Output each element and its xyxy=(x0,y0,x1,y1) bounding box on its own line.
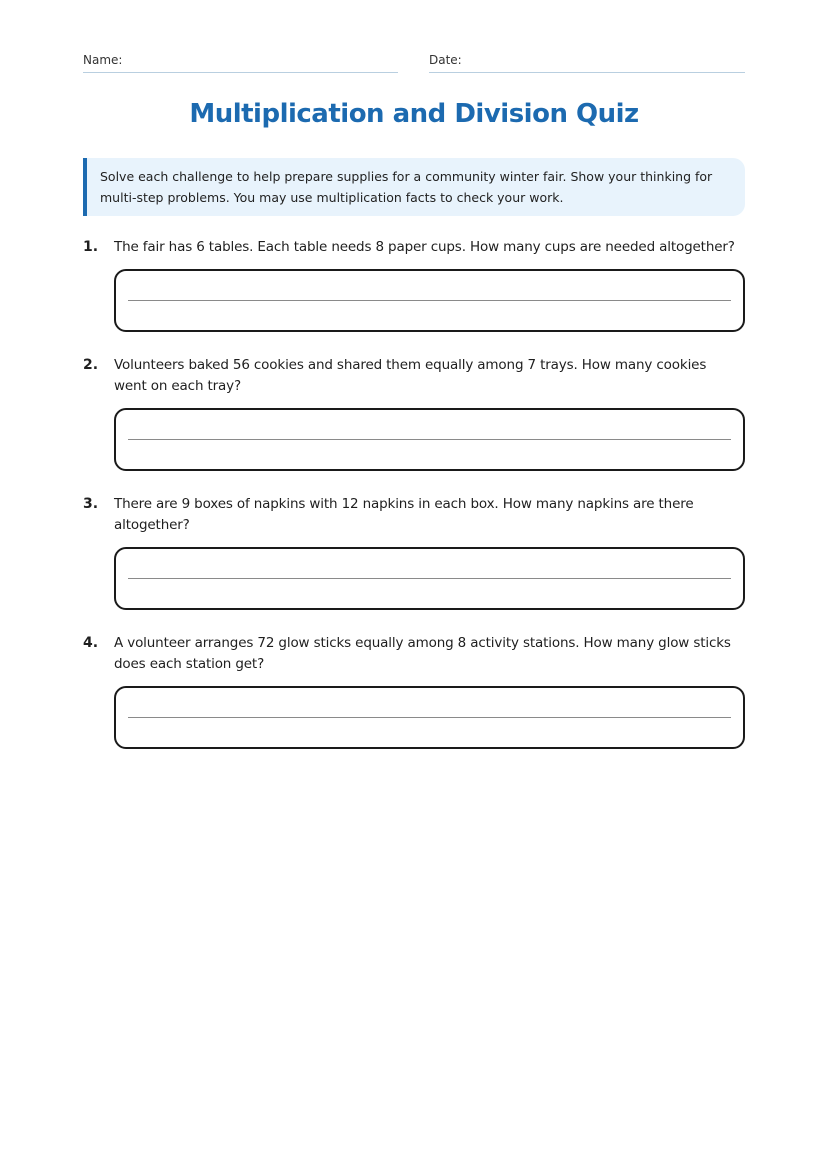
question-number: 1. xyxy=(83,239,99,255)
answer-box-4[interactable] xyxy=(114,686,745,749)
answer-box-3[interactable] xyxy=(114,547,745,610)
instructions-box: Solve each challenge to help prepare supplies for a community winter fair. Show your thinking for multi-step problems. You may use multiplication facts to check your work. xyxy=(83,158,745,216)
question-number: 3. xyxy=(83,496,99,512)
question-number: 4. xyxy=(83,635,99,651)
question-text: A volunteer arranges 72 glow sticks equally among 8 activity stations. How many glow sticks does each station get? xyxy=(114,635,731,672)
answer-line xyxy=(128,578,731,579)
answer-box-2[interactable] xyxy=(114,408,745,471)
date-field[interactable] xyxy=(429,52,745,73)
question-number: 2. xyxy=(83,357,99,373)
question-text: Volunteers baked 56 cookies and shared them equally among 7 trays. How many cookies went on each tray? xyxy=(114,357,707,394)
answer-box-1[interactable] xyxy=(114,269,745,332)
question-text: There are 9 boxes of napkins with 12 napkins in each box. How many napkins are there altogether? xyxy=(114,496,694,533)
question-1 xyxy=(83,237,745,337)
page-title: Multiplication and Division Quiz xyxy=(189,99,639,129)
answer-line xyxy=(128,300,731,301)
answer-line xyxy=(128,439,731,440)
name-label: Name: xyxy=(83,53,123,67)
question-text: The fair has 6 tables. Each table needs 8 paper cups. How many cups are needed altogether? xyxy=(114,239,735,255)
date-label: Date: xyxy=(429,53,462,67)
answer-line xyxy=(128,717,731,718)
question-2 xyxy=(83,355,745,475)
header-row xyxy=(83,52,745,74)
name-field[interactable] xyxy=(83,52,398,73)
question-4 xyxy=(83,633,745,753)
question-3 xyxy=(83,494,745,614)
